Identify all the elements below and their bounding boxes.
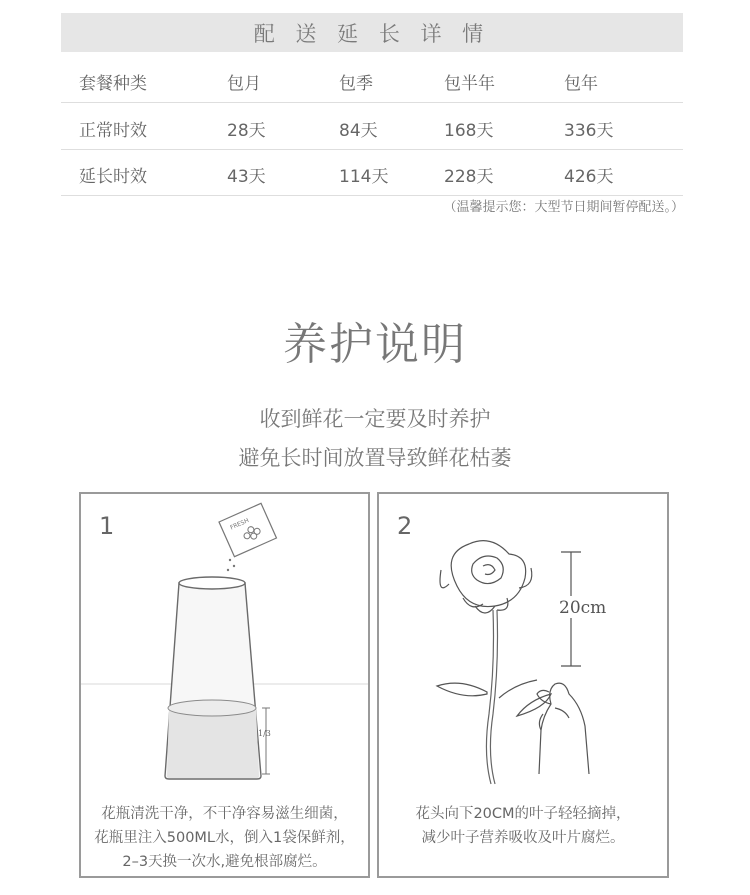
- preservative-packet-icon: [219, 503, 276, 556]
- holiday-note: （温馨提示您：大型节日期间暂停配送。）: [443, 200, 684, 215]
- header-yearly: 包年: [564, 74, 598, 94]
- row-label: 延长时效: [79, 167, 147, 187]
- header-monthly: 包月: [227, 74, 261, 94]
- row-label: 正常时效: [79, 121, 147, 141]
- table-cell: 114天: [339, 167, 389, 187]
- table-row: [61, 103, 683, 150]
- hand-icon: [537, 683, 589, 774]
- leaf-icon: [437, 683, 487, 696]
- table-cell: 228天: [444, 167, 494, 187]
- table-cell: 168天: [444, 121, 494, 141]
- header-plan-type: 套餐种类: [79, 74, 147, 94]
- care-subtitle-2: 避免长时间放置导致鲜花枯萎: [238, 446, 512, 470]
- fraction-label: 1/3: [258, 729, 271, 738]
- care-subtitle-1: 收到鲜花一定要及时养护: [259, 407, 491, 431]
- care-title: 养护说明: [283, 319, 467, 370]
- table-header-row: [61, 56, 683, 103]
- header-half-year: 包半年: [444, 74, 495, 94]
- table-row: [61, 149, 683, 196]
- step-2-caption-line-1: 花头向下20CM的叶子轻轻摘掉，: [415, 806, 631, 822]
- table-cell: 336天: [564, 121, 614, 141]
- step-2-caption-line-2: 减少叶子营养吸收及叶片腐烂。: [421, 830, 625, 846]
- rose-icon: [440, 541, 532, 613]
- step-1-panel: [79, 492, 370, 878]
- table-cell: 84天: [339, 121, 378, 141]
- table-cell: 43天: [227, 167, 266, 187]
- table-cell: 426天: [564, 167, 614, 187]
- header-quarterly: 包季: [339, 74, 373, 94]
- step-1-caption-line-1: 花瓶清洗干净，不干净容易滋生细菌，: [101, 806, 348, 822]
- packet-label: FRESH: [229, 517, 251, 532]
- step-2-number: 2: [397, 512, 413, 540]
- table-cell: 28天: [227, 121, 266, 141]
- step-1-caption-line-3: 2–3天换一次水,避免根部腐烂。: [122, 854, 327, 870]
- measure-label: 20cm: [559, 598, 607, 618]
- step-2-panel: [377, 492, 669, 878]
- step-1-caption-line-2: 花瓶里注入500ML水，倒入1袋保鲜剂，: [94, 830, 355, 846]
- delivery-extension-title: 配 送 延 长 详 情: [61, 13, 683, 52]
- step-1-number: 1: [99, 512, 115, 540]
